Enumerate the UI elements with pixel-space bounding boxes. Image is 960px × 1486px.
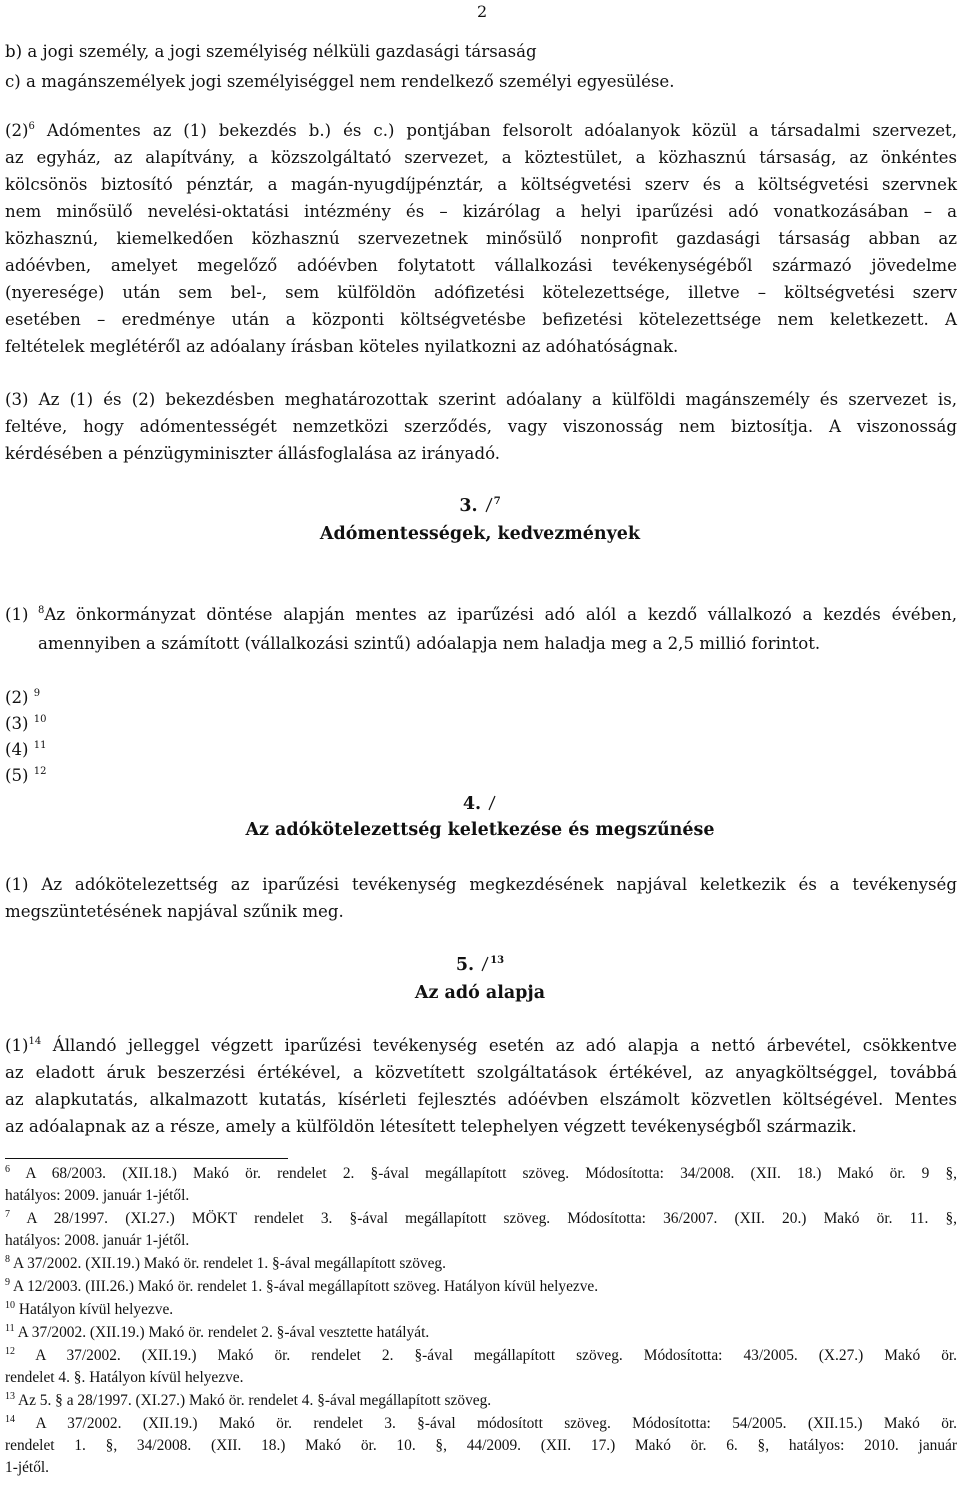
item-label: (2): [5, 688, 29, 707]
footnote-text: A 37/2002. (XII.19.) Makó ör. rendelet 3. §-ával módosított szöveg. Módosította: 54/2005. (XII.15.) Makó ör.: [35, 1415, 958, 1432]
footnote-number: 8: [5, 1254, 10, 1265]
paragraph-3-line: feltéve, hogy adómentességét nemzetközi szerződés, vagy viszonosság nem biztosítja. A viszonosság: [5, 417, 957, 436]
footnote: [5, 1347, 957, 1365]
repealed-item: [5, 688, 957, 708]
footnote-text: A 37/2002. (XII.19.) Makó ör. rendelet 2. §-ával megállapított szöveg. Módosította: 43/2005. (X.27.) Makó ör.: [35, 1347, 958, 1364]
paragraph-2-line: esetében – eredménye után a központi költségvetésbe befizetési kötelezettsége nem keletkezett. A: [5, 310, 957, 329]
section-number: [0, 955, 960, 975]
footnote-number: 12: [5, 1346, 15, 1357]
footnote-number: 14: [5, 1414, 15, 1425]
footnote-ref[interactable]: 7: [493, 496, 501, 507]
paragraph-2-line: feltételek meglétéről az adóalany írásban köteles nyilatkozni az adóhatóságnak.: [5, 337, 679, 356]
footnote: [5, 1301, 957, 1319]
footnote-ref[interactable]: 14: [28, 1036, 42, 1047]
item-line: [38, 605, 957, 625]
section-5-line: [5, 1036, 957, 1056]
text-span: Állandó jelleggel végzett iparűzési tevékenység esetén az adó alapja a nettó árbevétel, csökkentve: [52, 1036, 957, 1055]
paragraph-2-line: kölcsönös biztosító pénztár, a magán-nyugdíjpénztár, a költségvetési szerv és a költségvetési szervnek: [5, 175, 957, 194]
footnote-ref[interactable]: 8: [38, 605, 45, 616]
footnote: [5, 1415, 957, 1433]
footnote-text: A 28/1997. (XI.27.) MÖKT rendelet 3. §-ával megállapított szöveg. Módosította: 36/2007. (XII. 20.) Makó ör. 11. §,: [26, 1210, 957, 1227]
page-number: 2: [477, 2, 488, 21]
item-prefix: (1): [5, 605, 29, 624]
text-span: Az önkormányzat döntése alapján mentes az iparűzési adó alól a kezdő vállalkozó a kezdés évében,: [44, 605, 957, 624]
text-line: c) a magánszemélyek jogi személyiséggel nem rendelkező személyi egyesülése.: [5, 72, 675, 91]
paragraph-2-line: az egyház, az alapítvány, a közszolgáltató szervezet, a köztestület, a közhasznú társaság, az önkéntes: [5, 148, 957, 167]
section-4-line: megszüntetésének napjával szűnik meg.: [5, 902, 344, 921]
paragraph-2-line: közhasznú, kiemelkedően közhasznú szervezetnek minősülő nonprofit gazdasági társaság abban az: [5, 229, 957, 248]
footnote-ref[interactable]: 12: [33, 766, 47, 777]
paragraph-2-line: adóévben, amelyet megelőző adóévben folytatott vállalkozási tevékenységéből származó jövedelme: [5, 256, 957, 275]
section-number: [0, 496, 960, 516]
section-number-text: 5.: [455, 955, 475, 975]
section-5-line: az alapkutatás, alkalmazott kutatás, kísérleti fejlesztés adóévben elszámolt közvetlen költségével. Mentes: [5, 1090, 957, 1109]
section-5-line: az adóalapnak az a része, amely a külföldön létesített telephelyen végzett tevékenységből származik.: [5, 1117, 857, 1136]
footnote-number: 9: [5, 1277, 10, 1288]
text-line: b) a jogi személy, a jogi személyiség nélküli gazdasági társaság: [5, 42, 537, 61]
section-number: [0, 794, 960, 814]
footnote-line: hatályos: 2009. január 1-jétől.: [5, 1187, 190, 1204]
paragraph-3-line: (3) Az (1) és (2) bekezdésben meghatározottak szerint adóalany a külföldi magánszemély és szervezet is,: [5, 390, 957, 409]
paragraph-2-line: (nyeresége) után sem bel-, sem külföldön adófizetési kötelezettsége, illetve – költségvetési szerv: [5, 283, 957, 302]
footnote: [5, 1165, 957, 1183]
item-line: amennyiben a számított (vállalkozási szintű) adóalapja nem haladja meg a 2,5 millió forintot.: [38, 634, 821, 653]
footnote-line: rendelet 1. §, 34/2008. (XII. 18.) Makó ör. 10. §, 44/2009. (XII. 17.) Makó ör. 6. §, hatályos: 2010. január: [5, 1437, 957, 1454]
repealed-item: [5, 766, 957, 786]
section-sign-icon: [487, 795, 497, 811]
section-sign-icon: [480, 956, 490, 972]
section-number-text: 4.: [462, 794, 482, 814]
paragraph-2-line: [5, 121, 957, 141]
text-span: Adómentes az (1) bekezdés b.) és c.) pontjában felsorolt adóalanyok közül a társadalmi szervezet,: [46, 121, 958, 140]
section-4-line: (1) Az adókötelezettség az iparűzési tevékenység megkezdésének napjával keletkezik és a tevékenység: [5, 875, 957, 894]
repealed-item: [5, 714, 957, 734]
section-title: Az adókötelezettség keletkezése és megszűnése: [245, 820, 715, 840]
footnote: [5, 1210, 957, 1228]
paragraph-prefix: (1): [5, 1036, 29, 1055]
footnote-ref[interactable]: 11: [33, 740, 47, 751]
repealed-item: [5, 740, 957, 760]
section-title: Adómentességek, kedvezmények: [319, 524, 641, 544]
footnote: [5, 1255, 957, 1273]
footnote-separator: [5, 1158, 288, 1159]
item-label: (5): [5, 766, 29, 785]
footnote-text: A 12/2003. (III.26.) Makó ör. rendelet 1. §-ával megállapított szöveg. Hatályon kívül helyezve.: [13, 1278, 599, 1295]
footnote-text: Hatályon kívül helyezve.: [18, 1301, 174, 1318]
footnote: [5, 1324, 957, 1342]
section-sign-icon: [484, 497, 494, 513]
footnote-line: hatályos: 2008. január 1-jétől.: [5, 1232, 190, 1249]
footnote-ref[interactable]: 9: [33, 688, 41, 699]
footnote: [5, 1278, 957, 1296]
footnote-number: 7: [5, 1209, 10, 1220]
paragraph-2-line: nem minősülő nevelési-oktatási intézmény és – kizárólag a helyi iparűzési adó vonatkozásában – a: [5, 202, 957, 221]
item-label: (3): [5, 714, 29, 733]
section-title: Az adó alapja: [414, 983, 546, 1003]
footnote-number: 13: [5, 1391, 15, 1402]
section-number-text: 3.: [459, 496, 478, 516]
footnote-text: Az 5. § a 28/1997. (XI.27.) Makó ör. rendelet 4. §-ával megállapított szöveg.: [18, 1392, 492, 1409]
footnote-text: A 37/2002. (XII.19.) Makó ör. rendelet 1. §-ával megállapított szöveg.: [13, 1255, 446, 1272]
item-label: (4): [5, 740, 29, 759]
footnote-number: 11: [5, 1323, 15, 1334]
footnote-text: A 68/2003. (XII.18.) Makó ör. rendelet 2. §-ával megállapított szöveg. Módosította: 34/2008. (XII. 18.) Makó ör. 9 §,: [25, 1165, 957, 1182]
footnote-line: 1-jétől.: [5, 1459, 50, 1476]
footnote-text: A 37/2002. (XII.19.) Makó ör. rendelet 2. §-ával vesztette hatályát.: [17, 1324, 430, 1341]
footnote-number: 10: [5, 1300, 15, 1311]
paragraph-3-line: kérdésében a pénzügyminiszter állásfoglalása az irányadó.: [5, 444, 501, 463]
section-5-line: az eladott áruk beszerzési értékével, a közvetített szolgáltatások értékével, az anyagköltséggel, továbbá: [5, 1063, 957, 1082]
paragraph-prefix: (2): [5, 121, 29, 140]
footnote-line: rendelet 4. §. Hatályon kívül helyezve.: [5, 1369, 244, 1386]
footnote-ref[interactable]: 10: [33, 714, 47, 725]
footnote: [5, 1392, 957, 1410]
footnote-ref[interactable]: 6: [28, 121, 35, 132]
footnote-number: 6: [5, 1164, 10, 1175]
footnote-ref[interactable]: 13: [490, 955, 505, 966]
